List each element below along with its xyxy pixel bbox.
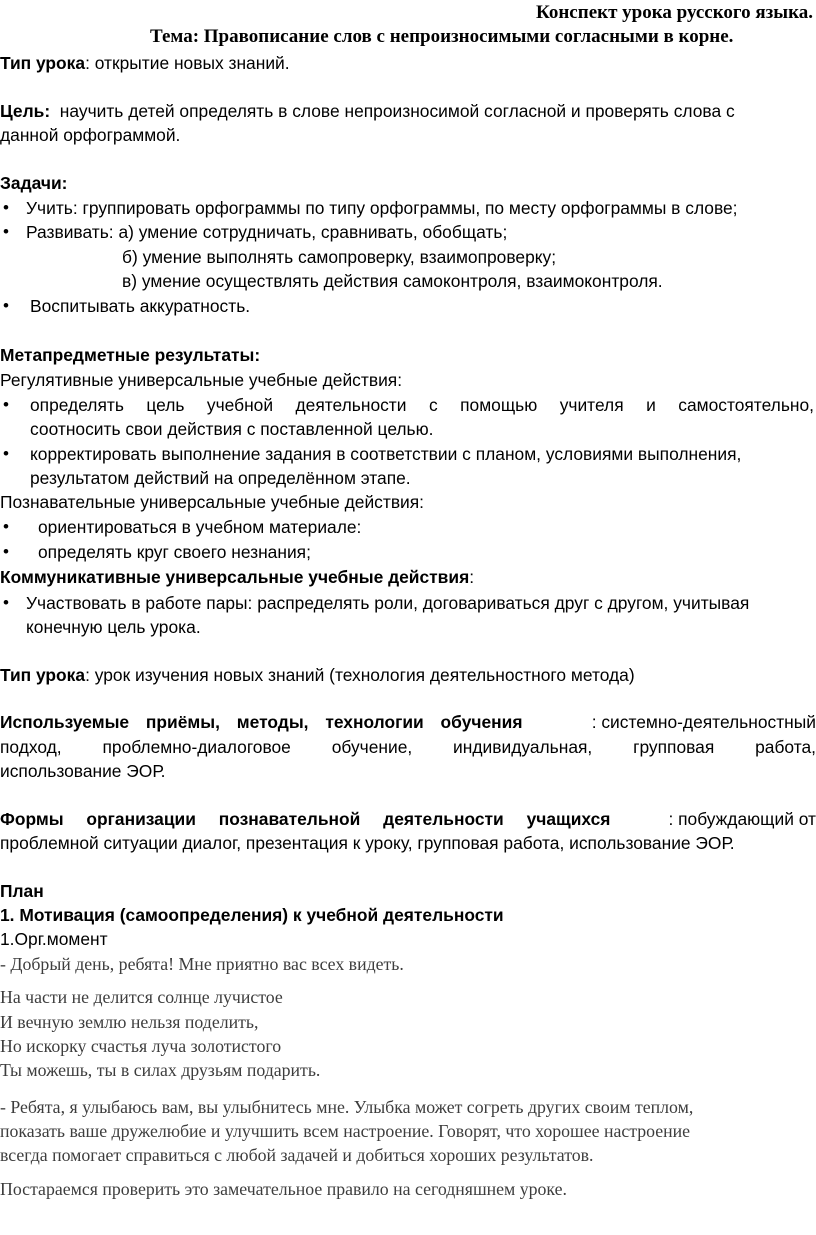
- lesson-type-2-value: : урок изучения новых знаний (технология деятельностного метода): [85, 665, 635, 685]
- closing-text: Постараемся проверить это замечательное правило на сегодняшнем уроке.: [0, 1179, 567, 1199]
- tasks-heading: Задачи:: [0, 173, 68, 193]
- task-item-1: Учить: группировать орфограммы по типу орфограммы, по месту орфограммы в слове;: [26, 198, 738, 218]
- poem-line: На части не делится солнце лучистое: [0, 987, 283, 1007]
- cognitive-item-1: ориентироваться в учебном материале:: [38, 517, 362, 537]
- poem-line: Ты можешь, ты в силах друзьям подарить.: [0, 1060, 321, 1080]
- communicative-heading: [0, 566, 474, 588]
- communicative-label: Коммуникативные универсальные учебные действия: [0, 567, 470, 587]
- goal-line-2: данной орфограммой.: [0, 125, 181, 145]
- regulative-item-1-line-2: соотносить свои действия с поставленной целью.: [30, 419, 434, 439]
- methods-rest: : системно-деятельностный: [591, 712, 816, 732]
- poem-line: Но искорку счастья луча золотистого: [0, 1036, 282, 1056]
- plan-heading: План: [0, 881, 44, 901]
- bullet: •: [3, 593, 9, 612]
- forms-label: Формы организации познавательной деятельности учащихся: [0, 809, 611, 829]
- lesson-type-value: : открытие новых знаний.: [85, 53, 290, 73]
- regulative-item-2-line-1: корректировать выполнение задания в соответствии с планом, условиями выполнения,: [30, 444, 742, 464]
- communicative-item-line-2: конечную цель урока.: [26, 617, 201, 637]
- plan-substep-1: 1.Орг.момент: [0, 929, 108, 949]
- lesson-type-line: [0, 52, 290, 74]
- forms-rest: : побуждающий от: [668, 809, 816, 829]
- plan-step-1: 1. Мотивация (самоопределения) к учебной деятельности: [0, 905, 504, 925]
- bullet: •: [3, 542, 9, 561]
- speech-line-1: - Ребята, я улыбаюсь вам, вы улыбнитесь мне. Улыбка может согреть других своим теплом,: [0, 1097, 694, 1117]
- forms-line-2: проблемной ситуации диалог, презентация к уроку, групповая работа, использование ЭОР.: [0, 833, 735, 853]
- methods-label: Используемые приёмы, методы, технологии обучения: [0, 712, 523, 732]
- document-title: Конспект урока русского языка.: [536, 2, 813, 23]
- lesson-topic: Тема: Правописание слов с непроизносимыми согласными в корне.: [150, 26, 734, 47]
- goal-label: Цель:: [0, 101, 51, 121]
- poem-line: И вечную землю нельзя поделить,: [0, 1012, 259, 1032]
- methods-line-2: подход, проблемно-диалоговое обучение, индивидуальная, групповая работа,: [0, 737, 816, 757]
- bullet: •: [3, 222, 9, 241]
- methods-line-1: [0, 711, 816, 733]
- bullet: •: [3, 198, 9, 217]
- meta-heading: Метапредметные результаты:: [0, 345, 261, 365]
- cognitive-heading: Познавательные универсальные учебные действия:: [0, 492, 425, 512]
- communicative-item-line-1: Участвовать в работе пары: распределять роли, договариваться друг с другом, учитывая: [26, 593, 750, 613]
- regulative-item-2-line-2: результатом действий на определённом этапе.: [30, 468, 411, 488]
- regulative-item-1-line-1: определять цель учебной деятельности с помощью учителя и самостоятельно,: [30, 395, 814, 415]
- cognitive-item-2: определять круг своего незнания;: [38, 542, 311, 562]
- goal-text: научить детей определять в слове непроизносимой согласной и проверять слова с: [59, 101, 735, 121]
- task-item-2: Развивать: а) умение сотрудничать, сравнивать, обобщать;: [26, 222, 508, 242]
- task-item-3: Воспитывать аккуратность.: [30, 296, 251, 316]
- methods-line-3: использование ЭОР.: [0, 761, 166, 781]
- lesson-type-2-label: Тип урока: [0, 665, 86, 685]
- greeting-text: - Добрый день, ребята! Мне приятно вас всех видеть.: [0, 954, 404, 974]
- bullet: •: [3, 395, 9, 414]
- bullet: •: [3, 296, 9, 315]
- speech-line-2: показать ваше дружелюбие и улучшить всем настроение. Говорят, что хорошее настроение: [0, 1121, 691, 1141]
- communicative-colon: :: [469, 567, 475, 587]
- lesson-type-label: Тип урока: [0, 53, 86, 73]
- goal-line-1: [0, 100, 735, 122]
- forms-line-1: [0, 808, 816, 830]
- speech-line-3: всегда помогает справиться с любой задачей и добиться хороших результатов.: [0, 1145, 594, 1165]
- lesson-type-2-line: [0, 664, 635, 686]
- regulative-heading: Регулятивные универсальные учебные действия:: [0, 370, 403, 390]
- bullet: •: [3, 444, 9, 463]
- bullet: •: [3, 517, 9, 536]
- task-item-2b: б) умение выполнять самопроверку, взаимопроверку;: [122, 247, 557, 267]
- task-item-2c: в) умение осуществлять действия самоконтроля, взаимоконтроля.: [122, 271, 663, 291]
